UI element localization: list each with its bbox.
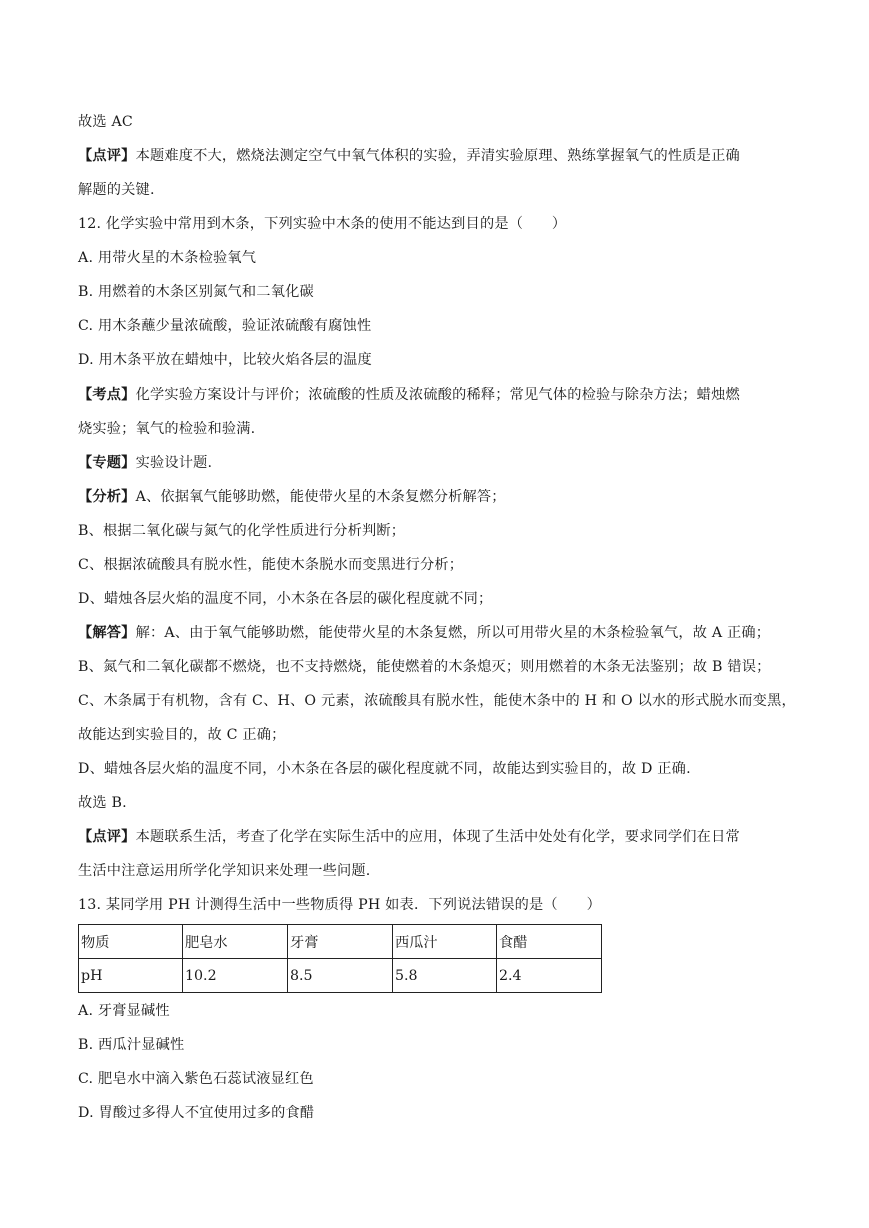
- question-12-option-a: A. 用带火星的木条检验氧气: [78, 250, 257, 266]
- answer-line-12: 故选 B.: [78, 795, 127, 811]
- table-cell: 西瓜汁: [393, 925, 497, 959]
- comment-line-12: 【点评】本题联系生活，考查了化学在实际生活中的应用，体现了生活中处处有化学，要求同学们在日常: [78, 829, 740, 845]
- table-cell: 5.8: [393, 959, 497, 993]
- question-12-stem: 12. 化学实验中常用到木条，下列实验中木条的使用不能达到目的是（ ）: [78, 216, 567, 232]
- table-row: [79, 959, 602, 993]
- table-cell: 8.5: [288, 959, 393, 993]
- analysis-line-c: C、根据浓硫酸具有脱水性，能使木条脱水而变黑进行分析；: [78, 557, 464, 573]
- table-cell: 肥皂水: [183, 925, 288, 959]
- comment-line-12-cont: 生活中注意运用所学化学知识来处理一些问题.: [78, 863, 371, 879]
- solution-line: 【解答】解：A、由于氧气能够助燃，能使带火星的木条复燃，所以可用带火星的木条检验氧气，故 A 正确；: [78, 625, 771, 641]
- analysis-line-b: B、根据二氧化碳与氮气的化学性质进行分析判断；: [78, 523, 406, 539]
- table-cell: pH: [79, 959, 183, 993]
- table-cell: 牙膏: [288, 925, 393, 959]
- solution-line-d: D、蜡烛各层火焰的温度不同，小木条在各层的碳化程度就不同，故能达到实验目的，故 D 正确.: [78, 761, 691, 777]
- analysis-line: 【分析】A、依据氧气能够助燃，能使带火星的木条复燃分析解答；: [78, 489, 506, 505]
- table-header-row: [79, 925, 602, 959]
- solution-line-c-cont: 故能达到实验目的，故 C 正确；: [78, 727, 286, 743]
- knowledge-point-line: 【考点】化学实验方案设计与评价；浓硫酸的性质及浓硫酸的稀释；常见气体的检验与除杂方法；蜡烛燃: [78, 387, 740, 403]
- question-13-option-c: C. 肥皂水中滴入紫色石蕊试液显红色: [78, 1071, 314, 1087]
- comment-line-cont: 解题的关键.: [78, 182, 155, 198]
- answer-line: 故选 AC: [78, 114, 133, 130]
- table-cell: 2.4: [497, 959, 602, 993]
- solution-line-c: C、木条属于有机物，含有 C、H、O 元素，浓硫酸具有脱水性，能使木条中的 H 和 O 以水的形式脱水而变黑，: [78, 693, 796, 709]
- question-13-option-d: D. 胃酸过多得人不宜使用过多的食醋: [78, 1105, 315, 1121]
- question-12-option-d: D. 用木条平放在蜡烛中，比较火焰各层的温度: [78, 352, 372, 368]
- question-12-option-b: B. 用燃着的木条区别氮气和二氧化碳: [78, 284, 314, 300]
- ph-table: [78, 924, 602, 993]
- question-13-option-a: A. 牙膏显碱性: [78, 1003, 170, 1019]
- solution-line-b: B、氮气和二氧化碳都不燃烧，也不支持燃烧，能使燃着的木条熄灭；则用燃着的木条无法鉴别；故 B 错误；: [78, 659, 771, 675]
- question-13-option-b: B. 西瓜汁显碱性: [78, 1037, 185, 1053]
- question-13-stem: 13. 某同学用 PH 计测得生活中一些物质得 PH 如表．下列说法错误的是（ ）: [78, 897, 601, 913]
- table-cell: 物质: [79, 925, 183, 959]
- analysis-line-d: D、蜡烛各层火焰的温度不同，小木条在各层的碳化程度就不同；: [78, 591, 493, 607]
- question-12-option-c: C. 用木条蘸少量浓硫酸，验证浓硫酸有腐蚀性: [78, 318, 372, 334]
- table-cell: 食醋: [497, 925, 602, 959]
- topic-line: 【专题】实验设计题.: [78, 455, 213, 471]
- table-cell: 10.2: [183, 959, 288, 993]
- knowledge-point-cont: 烧实验；氧气的检验和验满.: [78, 421, 256, 437]
- comment-line: 【点评】本题难度不大，燃烧法测定空气中氧气体积的实验，弄清实验原理、熟练掌握氧气的性质是正确: [78, 148, 740, 164]
